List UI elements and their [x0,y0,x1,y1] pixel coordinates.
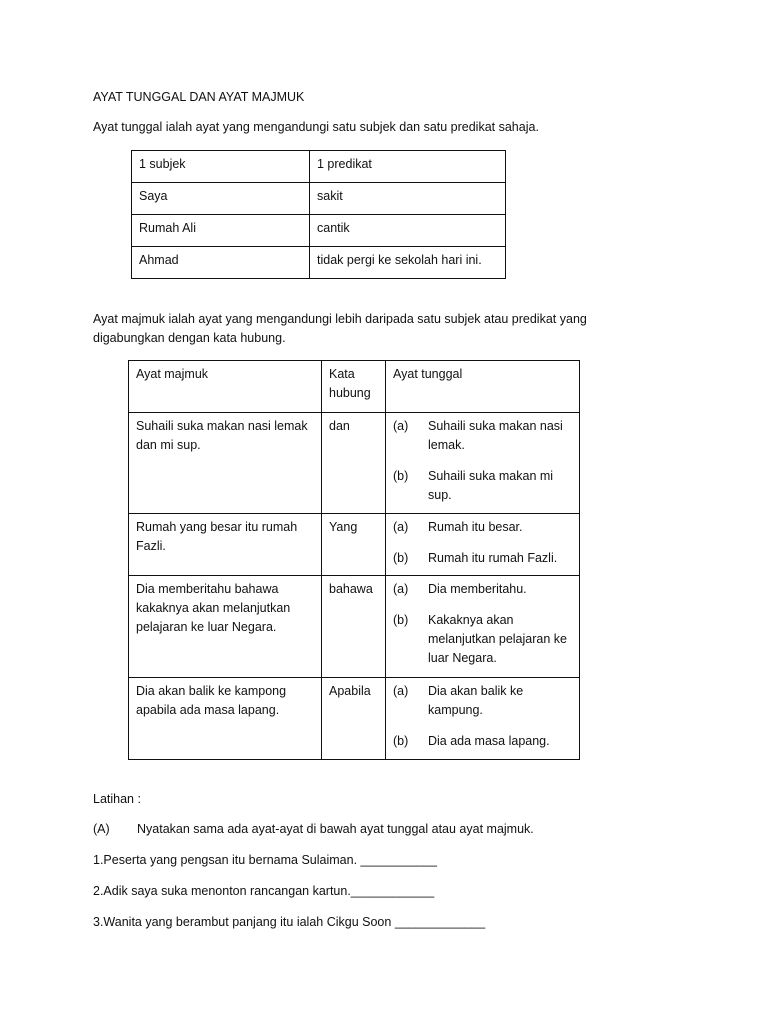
header-predikat: 1 predikat [310,151,506,183]
sub-text: Rumah itu besar. [428,520,523,534]
cell-kata-hubung: Apabila [322,678,386,760]
sub-label: (a) [393,520,409,534]
cell-ayat-tunggal [386,678,580,760]
intro-majmuk-line2: digabungkan dengan kata hubung. [93,331,286,345]
sub-item [393,417,572,455]
table-header-row [129,361,580,413]
question-2: 2.Adik saya suka menonton rancangan kartun.____________ [93,884,435,898]
header-ayat-tunggal: Ayat tunggal [386,361,580,413]
table-row [129,678,580,760]
cell-ayat-tunggal [386,576,580,678]
question-3: 3.Wanita yang berambut panjang itu ialah Cikgu Soon _____________ [93,915,486,929]
sub-item [393,580,572,599]
cell-ayat-majmuk: Suhaili suka makan nasi lemak dan mi sup. [129,413,322,514]
sub-item [393,611,572,668]
page-title: AYAT TUNGGAL DAN AYAT MAJMUK [93,90,305,104]
cell-kata-hubung: dan [322,413,386,514]
table-row [132,215,506,247]
cell-predikat: cantik [310,215,506,247]
header-kata-hubung: Kata hubung [322,361,386,413]
intro-tunggal: Ayat tunggal ialah ayat yang mengandungi satu subjek dan satu predikat sahaja. [93,120,539,134]
table-row [129,514,580,576]
latihan-instruction [93,820,534,838]
cell-kata-hubung: Yang [322,514,386,576]
cell-predikat: tidak pergi ke sekolah hari ini. [310,247,506,279]
cell-subjek: Rumah Ali [132,215,310,247]
table-row [129,413,580,514]
table-majmuk [128,360,580,760]
cell-ayat-majmuk: Dia memberitahu bahawa kakaknya akan melanjutkan pelajaran ke luar Negara. [129,576,322,678]
intro-majmuk-line1: Ayat majmuk ialah ayat yang mengandungi lebih daripada satu subjek atau predikat yang [93,312,587,326]
sub-item [393,518,572,537]
sub-label: (b) [393,613,409,627]
header-subjek: 1 subjek [132,151,310,183]
sub-label: (b) [393,469,409,483]
question-1: 1.Peserta yang pengsan itu bernama Sulaiman. ___________ [93,853,438,867]
sub-label: (b) [393,734,409,748]
cell-subjek: Saya [132,183,310,215]
cell-subjek: Ahmad [132,247,310,279]
sub-text: Suhaili suka makan nasi lemak. [428,419,563,452]
sub-text: Dia ada masa lapang. [428,734,550,748]
cell-ayat-tunggal [386,413,580,514]
sub-text: Rumah itu rumah Fazli. [428,551,558,565]
cell-ayat-majmuk: Rumah yang besar itu rumah Fazli. [129,514,322,576]
table-tunggal [131,150,506,279]
latihan-heading: Latihan : [93,792,141,806]
sub-text: Dia akan balik ke kampung. [428,684,524,717]
instruction-text: Nyatakan sama ada ayat-ayat di bawah ayat tunggal atau ayat majmuk. [137,822,534,836]
sub-text: Kakaknya akan melanjutkan pelajaran ke luar Negara. [428,613,567,665]
sub-item [393,732,572,751]
table-row [132,247,506,279]
cell-kata-hubung: bahawa [322,576,386,678]
sub-item [393,682,572,720]
sub-text: Dia memberitahu. [428,582,527,596]
cell-ayat-majmuk: Dia akan balik ke kampong apabila ada masa lapang. [129,678,322,760]
cell-ayat-tunggal [386,514,580,576]
table-header-row [132,151,506,183]
sub-item [393,467,572,505]
sub-text: Suhaili suka makan mi sup. [428,469,554,502]
table-row [129,576,580,678]
sub-label: (a) [393,582,409,596]
header-ayat-majmuk: Ayat majmuk [129,361,322,413]
sub-label: (a) [393,419,409,433]
table-row [132,183,506,215]
instruction-label: (A) [93,822,110,836]
sub-item [393,549,572,568]
sub-label: (a) [393,684,409,698]
sub-label: (b) [393,551,409,565]
cell-predikat: sakit [310,183,506,215]
